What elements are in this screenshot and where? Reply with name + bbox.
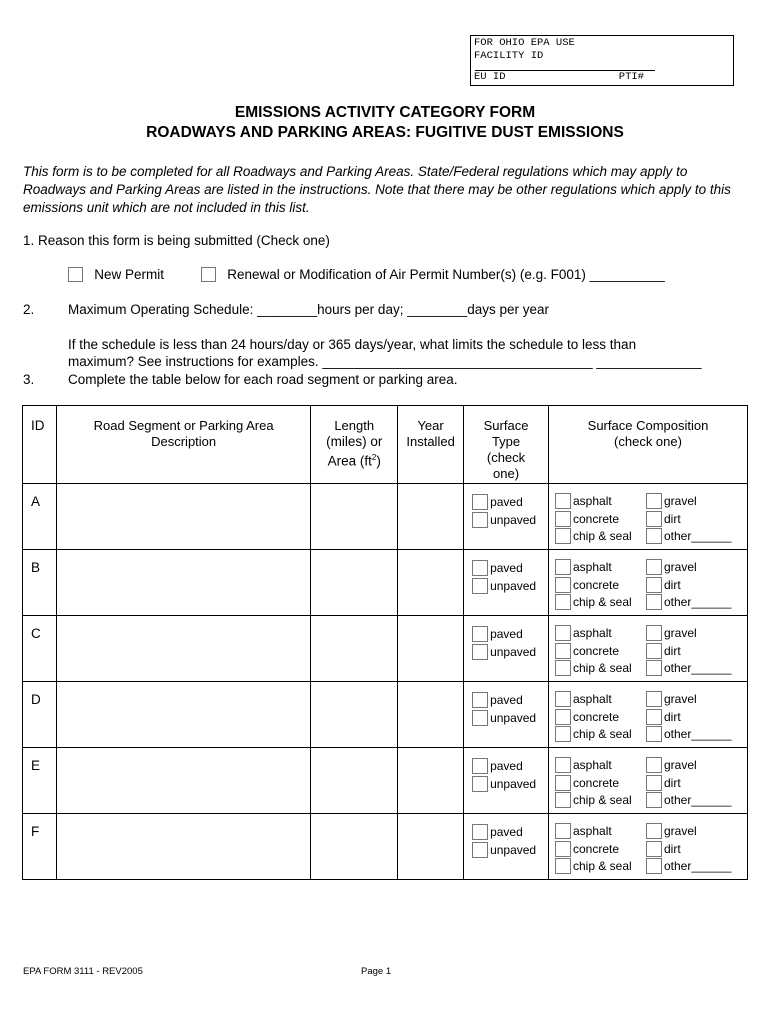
row-length-cell[interactable]	[311, 616, 398, 682]
row-length-cell[interactable]	[311, 550, 398, 616]
composition-option-concrete[interactable]	[555, 577, 646, 595]
gravel-checkbox[interactable]	[646, 625, 662, 641]
composition-option-other[interactable]	[646, 792, 731, 810]
renewal-checkbox[interactable]	[201, 267, 216, 282]
question-2-number: 2.	[23, 302, 35, 317]
composition-option-dirt[interactable]	[646, 511, 731, 529]
row-year-cell[interactable]	[398, 748, 464, 814]
chip-seal-checkbox[interactable]	[555, 528, 571, 544]
unpaved-checkbox[interactable]	[472, 710, 488, 726]
header-description: Road Segment or Parking Area Description	[56, 406, 310, 484]
composition-option-concrete[interactable]	[555, 775, 646, 793]
chip-seal-checkbox[interactable]	[555, 660, 571, 676]
composition-option-asphalt[interactable]	[555, 559, 646, 577]
asphalt-label: asphalt	[573, 560, 612, 574]
composition-option-chip-seal[interactable]	[555, 660, 646, 678]
concrete-checkbox[interactable]	[555, 643, 571, 659]
gravel-checkbox[interactable]	[646, 823, 662, 839]
composition-option-other[interactable]	[646, 660, 731, 678]
other-checkbox[interactable]	[646, 858, 662, 874]
eu-id-label: EU ID	[474, 71, 506, 83]
question-2: Maximum Operating Schedule: ________hours per day; ________days per year	[68, 302, 550, 317]
dirt-checkbox[interactable]	[646, 643, 662, 659]
other-label: other______	[664, 859, 732, 873]
concrete-checkbox[interactable]	[555, 775, 571, 791]
unpaved-checkbox[interactable]	[472, 578, 488, 594]
row-year-cell[interactable]	[398, 814, 464, 880]
unpaved-label: unpaved	[490, 512, 537, 527]
row-surface-type-cell	[464, 682, 549, 748]
composition-option-chip-seal[interactable]	[555, 594, 646, 612]
header-surface-type: Surface Type (check one)	[464, 406, 549, 484]
paved-label: paved	[490, 561, 523, 575]
form-subtitle: ROADWAYS AND PARKING AREAS: FUGITIVE DUST EMISSIONS	[146, 124, 624, 141]
paved-checkbox[interactable]	[472, 560, 488, 576]
paved-label: paved	[490, 495, 523, 509]
other-checkbox[interactable]	[646, 528, 662, 544]
header-surface-composition: Surface Composition (check one)	[549, 406, 748, 484]
composition-option-concrete[interactable]	[555, 841, 646, 859]
chip-seal-label: chip & seal	[573, 529, 632, 543]
table-row	[23, 682, 748, 748]
composition-option-gravel[interactable]	[646, 691, 731, 709]
chip-seal-label: chip & seal	[573, 661, 632, 675]
composition-option-other[interactable]	[646, 594, 731, 612]
other-label: other______	[664, 727, 732, 741]
schedule-followup-line2: maximum? See instructions for examples. ____________________________________ ______________	[68, 354, 702, 369]
asphalt-label: asphalt	[573, 494, 612, 508]
concrete-checkbox[interactable]	[555, 577, 571, 593]
row-length-cell[interactable]	[311, 682, 398, 748]
row-surface-type-cell	[464, 616, 549, 682]
asphalt-checkbox[interactable]	[555, 493, 571, 509]
asphalt-label: asphalt	[573, 692, 612, 706]
question-3-number: 3.	[23, 372, 35, 387]
gravel-checkbox[interactable]	[646, 559, 662, 575]
composition-option-asphalt[interactable]	[555, 757, 646, 775]
composition-option-dirt[interactable]	[646, 577, 731, 595]
dirt-label: dirt	[664, 775, 681, 790]
asphalt-checkbox[interactable]	[555, 559, 571, 575]
composition-option-asphalt[interactable]	[555, 493, 646, 511]
row-length-cell[interactable]	[311, 814, 398, 880]
other-label: other______	[664, 661, 732, 675]
other-checkbox[interactable]	[646, 660, 662, 676]
unpaved-label: unpaved	[490, 710, 537, 725]
concrete-checkbox[interactable]	[555, 841, 571, 857]
dirt-checkbox[interactable]	[646, 577, 662, 593]
row-surface-type-cell	[464, 484, 549, 550]
dirt-checkbox[interactable]	[646, 775, 662, 791]
chip-seal-checkbox[interactable]	[555, 792, 571, 808]
row-id: A	[23, 484, 57, 550]
chip-seal-label: chip & seal	[573, 859, 632, 873]
composition-option-other[interactable]	[646, 528, 731, 546]
composition-option-dirt[interactable]	[646, 775, 731, 793]
row-surface-composition-cell	[549, 682, 748, 748]
unpaved-checkbox[interactable]	[472, 776, 488, 792]
asphalt-label: asphalt	[573, 824, 612, 838]
row-description-cell[interactable]	[56, 682, 310, 748]
surface-option-paved[interactable]	[472, 824, 548, 842]
renewal-label: Renewal or Modification of Air Permit Number(s) (e.g. F001) __________	[227, 267, 665, 282]
new-permit-label: New Permit	[94, 267, 165, 282]
table-row	[23, 550, 748, 616]
composition-option-gravel[interactable]	[646, 757, 731, 775]
intro-text: This form is to be completed for all Roadways and Parking Areas. State/Federal regulations which may apply to Roadways and Parking Areas are listed in the instructions. Note that there may be other regulations which apply to this emissions unit which are not included in this list.	[23, 164, 731, 215]
gravel-checkbox[interactable]	[646, 757, 662, 773]
asphalt-label: asphalt	[573, 758, 612, 772]
chip-seal-checkbox[interactable]	[555, 858, 571, 874]
facility-id-label: FACILITY ID	[474, 50, 544, 62]
asphalt-label: asphalt	[573, 626, 612, 640]
concrete-label: concrete	[573, 709, 620, 724]
row-surface-composition-cell	[549, 748, 748, 814]
chip-seal-checkbox[interactable]	[555, 726, 571, 742]
composition-option-dirt[interactable]	[646, 709, 731, 727]
paved-label: paved	[490, 759, 523, 773]
paved-checkbox[interactable]	[472, 494, 488, 510]
row-year-cell[interactable]	[398, 550, 464, 616]
unpaved-checkbox[interactable]	[472, 512, 488, 528]
concrete-label: concrete	[573, 643, 620, 658]
asphalt-checkbox[interactable]	[555, 625, 571, 641]
row-length-cell[interactable]	[311, 484, 398, 550]
composition-option-dirt[interactable]	[646, 643, 731, 661]
unpaved-label: unpaved	[490, 776, 537, 791]
concrete-checkbox[interactable]	[555, 511, 571, 527]
row-surface-type-cell	[464, 748, 549, 814]
other-checkbox[interactable]	[646, 792, 662, 808]
composition-option-chip-seal[interactable]	[555, 858, 646, 876]
composition-option-other[interactable]	[646, 858, 731, 876]
other-checkbox[interactable]	[646, 594, 662, 610]
table-header-row	[23, 406, 748, 484]
composition-option-gravel[interactable]	[646, 823, 731, 841]
concrete-label: concrete	[573, 577, 620, 592]
row-surface-composition-cell	[549, 814, 748, 880]
composition-option-concrete[interactable]	[555, 643, 646, 661]
paved-label: paved	[490, 693, 523, 707]
paved-label: paved	[490, 627, 523, 641]
table-row	[23, 484, 748, 550]
row-surface-composition-cell	[549, 616, 748, 682]
row-id: B	[23, 550, 57, 616]
row-length-cell[interactable]	[311, 748, 398, 814]
concrete-checkbox[interactable]	[555, 709, 571, 725]
dirt-label: dirt	[664, 511, 681, 526]
gravel-checkbox[interactable]	[646, 691, 662, 707]
row-id: C	[23, 616, 57, 682]
dirt-checkbox[interactable]	[646, 511, 662, 527]
form-number: EPA FORM 3111 - REV2005	[23, 966, 143, 977]
composition-option-asphalt[interactable]	[555, 691, 646, 709]
gravel-label: gravel	[664, 626, 697, 640]
surface-option-unpaved[interactable]	[472, 644, 548, 662]
asphalt-checkbox[interactable]	[555, 757, 571, 773]
composition-option-chip-seal[interactable]	[555, 726, 646, 744]
composition-option-gravel[interactable]	[646, 559, 731, 577]
row-description-cell[interactable]	[56, 550, 310, 616]
chip-seal-label: chip & seal	[573, 793, 632, 807]
gravel-label: gravel	[664, 758, 697, 772]
option-new-permit[interactable]	[68, 266, 164, 284]
surface-option-unpaved[interactable]	[472, 512, 548, 530]
chip-seal-label: chip & seal	[573, 595, 632, 609]
row-year-cell[interactable]	[398, 484, 464, 550]
row-surface-composition-cell	[549, 550, 748, 616]
paved-label: paved	[490, 825, 523, 839]
composition-option-asphalt[interactable]	[555, 823, 646, 841]
new-permit-checkbox[interactable]	[68, 267, 83, 282]
schedule-followup-line1: If the schedule is less than 24 hours/day or 365 days/year, what limits the schedule to less than	[68, 337, 637, 352]
surface-option-paved[interactable]	[472, 758, 548, 776]
paved-checkbox[interactable]	[472, 626, 488, 642]
other-label: other______	[664, 595, 732, 609]
header-id: ID	[23, 406, 57, 484]
unpaved-checkbox[interactable]	[472, 842, 488, 858]
form-title: EMISSIONS ACTIVITY CATEGORY FORM	[234, 104, 536, 121]
surface-option-unpaved[interactable]	[472, 578, 548, 596]
road-segment-table	[22, 405, 748, 880]
option-renewal[interactable]	[201, 266, 665, 284]
row-surface-composition-cell	[549, 484, 748, 550]
composition-option-asphalt[interactable]	[555, 625, 646, 643]
epa-use-label: FOR OHIO EPA USE	[474, 37, 575, 49]
concrete-label: concrete	[573, 511, 620, 526]
gravel-label: gravel	[664, 494, 697, 508]
composition-option-other[interactable]	[646, 726, 731, 744]
surface-option-paved[interactable]	[472, 494, 548, 512]
dirt-label: dirt	[664, 709, 681, 724]
row-description-cell[interactable]	[56, 616, 310, 682]
asphalt-checkbox[interactable]	[555, 691, 571, 707]
paved-checkbox[interactable]	[472, 824, 488, 840]
asphalt-checkbox[interactable]	[555, 823, 571, 839]
table-row	[23, 748, 748, 814]
concrete-label: concrete	[573, 775, 620, 790]
row-description-cell[interactable]	[56, 484, 310, 550]
row-id: E	[23, 748, 57, 814]
row-year-cell[interactable]	[398, 616, 464, 682]
dirt-checkbox[interactable]	[646, 709, 662, 725]
row-surface-type-cell	[464, 550, 549, 616]
page-number: Page 1	[361, 966, 392, 977]
question-1: 1. Reason this form is being submitted (Check one)	[23, 233, 330, 248]
concrete-label: concrete	[573, 841, 620, 856]
surface-option-paved[interactable]	[472, 560, 548, 578]
facility-id-field[interactable]	[475, 63, 655, 71]
gravel-checkbox[interactable]	[646, 493, 662, 509]
paved-checkbox[interactable]	[472, 692, 488, 708]
gravel-label: gravel	[664, 560, 697, 574]
row-id: F	[23, 814, 57, 880]
row-year-cell[interactable]	[398, 682, 464, 748]
surface-option-unpaved[interactable]	[472, 842, 548, 860]
composition-option-concrete[interactable]	[555, 511, 646, 529]
chip-seal-label: chip & seal	[573, 727, 632, 741]
ohio-epa-use-box	[470, 35, 734, 86]
other-checkbox[interactable]	[646, 726, 662, 742]
composition-option-chip-seal[interactable]	[555, 792, 646, 810]
other-label: other______	[664, 793, 732, 807]
question-3: Complete the table below for each road segment or parking area.	[68, 372, 458, 387]
pti-label: PTI#	[618, 71, 644, 83]
dirt-checkbox[interactable]	[646, 841, 662, 857]
table-row	[23, 616, 748, 682]
unpaved-label: unpaved	[490, 578, 537, 593]
row-id: D	[23, 682, 57, 748]
composition-option-dirt[interactable]	[646, 841, 731, 859]
chip-seal-checkbox[interactable]	[555, 594, 571, 610]
row-description-cell[interactable]	[56, 814, 310, 880]
surface-option-paved[interactable]	[472, 626, 548, 644]
other-label: other______	[664, 529, 732, 543]
header-length: Length (miles) or Area $(ft^2)$	[311, 406, 398, 484]
header-year-installed: Year Installed	[398, 406, 464, 484]
dirt-label: dirt	[664, 577, 681, 592]
table-row	[23, 814, 748, 880]
surface-option-paved[interactable]	[472, 692, 548, 710]
composition-option-gravel[interactable]	[646, 625, 731, 643]
unpaved-checkbox[interactable]	[472, 644, 488, 660]
surface-option-unpaved[interactable]	[472, 710, 548, 728]
row-surface-type-cell	[464, 814, 549, 880]
unpaved-label: unpaved	[490, 842, 537, 857]
composition-option-chip-seal[interactable]	[555, 528, 646, 546]
gravel-label: gravel	[664, 824, 697, 838]
composition-option-gravel[interactable]	[646, 493, 731, 511]
paved-checkbox[interactable]	[472, 758, 488, 774]
dirt-label: dirt	[664, 841, 681, 856]
unpaved-label: unpaved	[490, 644, 537, 659]
surface-option-unpaved[interactable]	[472, 776, 548, 794]
composition-option-concrete[interactable]	[555, 709, 646, 727]
gravel-label: gravel	[664, 692, 697, 706]
dirt-label: dirt	[664, 643, 681, 658]
row-description-cell[interactable]	[56, 748, 310, 814]
